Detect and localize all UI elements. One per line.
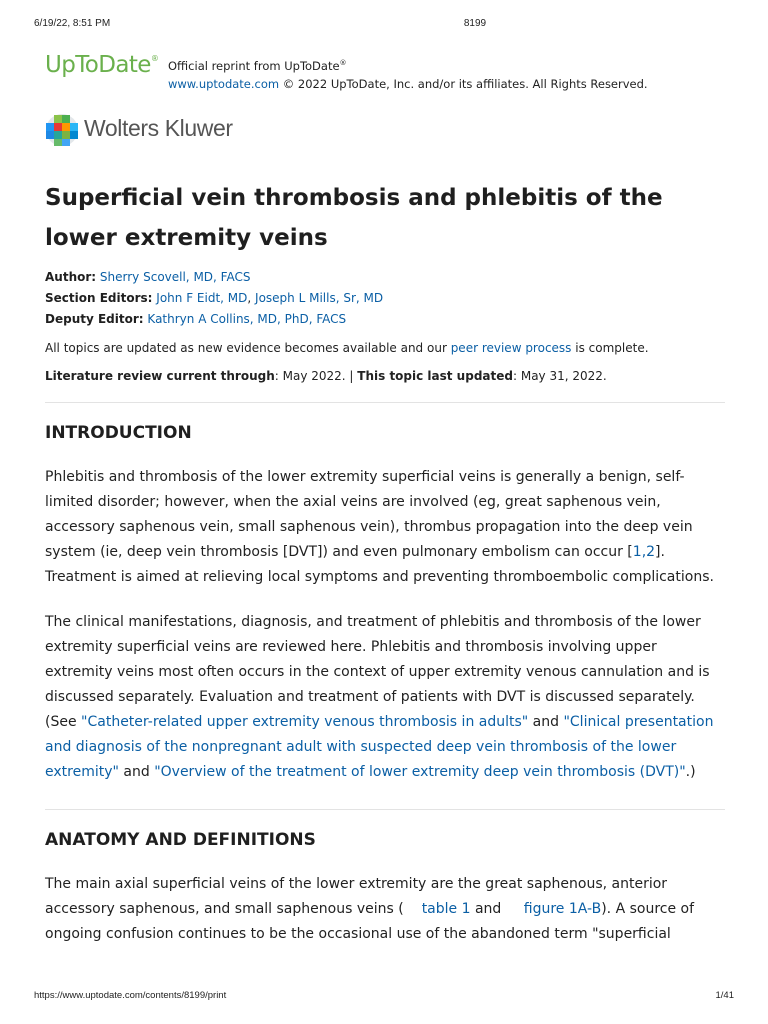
article-credits bbox=[45, 267, 725, 330]
intro-p1-end: ]. Treatment is aimed at relieving local symptoms and preventing thromboembolic complications. bbox=[45, 544, 714, 585]
uptodate-logo-text: UpToDate bbox=[45, 52, 151, 78]
wolters-kluwer-mark-icon bbox=[45, 113, 79, 147]
anatomy-paragraph-1 bbox=[45, 872, 725, 947]
section-divider bbox=[45, 809, 725, 810]
section-editor-link-2[interactable]: Joseph L Mills, Sr, MD bbox=[255, 291, 384, 305]
page-number: 1/41 bbox=[715, 990, 734, 1001]
anatomy-p1-end: ). A source of ongoing confusion continues to be the occasional use of the abandoned term "superficial bbox=[45, 901, 695, 942]
peer-review-link[interactable]: peer review process bbox=[450, 341, 572, 355]
introduction-heading: INTRODUCTION bbox=[45, 423, 192, 443]
reprint-reg-mark: ® bbox=[339, 59, 347, 67]
dvt-treatment-topic-link[interactable]: "Overview of the treatment of lower extremity deep vein thrombosis (DVT)" bbox=[154, 764, 686, 780]
section-editor-link-1[interactable]: John F Eidt, MD bbox=[156, 291, 248, 305]
author-label: Author bbox=[45, 270, 92, 284]
print-url: https://www.uptodate.com/contents/8199/print bbox=[34, 990, 227, 1001]
intro-p2-end: .) bbox=[685, 764, 696, 780]
reference-link[interactable]: 1,2 bbox=[632, 544, 656, 560]
publisher-name: Wolters Kluwer bbox=[84, 115, 233, 141]
section-editors-line: Section Editors: John F Eidt, MD, Joseph L Mills, Sr, MD bbox=[45, 291, 384, 305]
print-header bbox=[34, 18, 734, 32]
last-updated-value: : May 31, 2022. bbox=[512, 369, 607, 383]
section-divider bbox=[45, 402, 725, 403]
lit-review-label: Literature review current through bbox=[45, 369, 275, 383]
update-note bbox=[45, 338, 725, 358]
uptodate-logo bbox=[45, 52, 158, 78]
print-topic-id: 8199 bbox=[463, 18, 487, 29]
dvt-diagnosis-topic-link[interactable]: "Clinical presentation and diagnosis of the nonpregnant adult with suspected deep vein thrombosis of the lower extremity" bbox=[45, 714, 714, 780]
intro-p2-and-2: and bbox=[118, 764, 155, 780]
anatomy-p1-text: The main axial superficial veins of the lower extremity are the great saphenous, anterior accessory saphenous, and small saphenous veins ( bbox=[45, 876, 668, 917]
lit-review-value: : May 2022. | bbox=[274, 369, 358, 383]
uptodate-logo-mark: ® bbox=[150, 54, 159, 63]
intro-p2-and-1: and bbox=[528, 714, 564, 730]
intro-p1-text: Phlebitis and thrombosis of the lower extremity superficial veins is generally a benign, self-limited disorder; however, when the axial veins are involved (eg, great saphenous vein, accessory saphenous vein, small saphenous vein), thrombus propagation into the deep vein system (ie, deep vein thrombosis [DVT]) and even pulmonary embolism can occur [ bbox=[45, 469, 693, 560]
deputy-editor-link[interactable]: Kathryn A Collins, MD, PhD, FACS bbox=[147, 312, 347, 326]
update-note-text: All topics are updated as new evidence becomes available and our bbox=[45, 341, 451, 355]
deputy-editor-label: Deputy Editor bbox=[45, 312, 139, 326]
catheter-related-topic-link[interactable]: "Catheter-related upper extremity venous thrombosis in adults" bbox=[81, 714, 529, 730]
reprint-text: Official reprint from UpToDate bbox=[168, 58, 340, 73]
article-title: Superficial vein thrombosis and phlebitis of the lower extremity veins bbox=[45, 185, 663, 251]
article-content bbox=[45, 178, 725, 947]
author-line: Author: Sherry Scovell, MD, FACS bbox=[45, 270, 251, 284]
author-link[interactable]: Sherry Scovell, MD, FACS bbox=[99, 270, 251, 284]
deputy-editor-line: Deputy Editor: Kathryn A Collins, MD, PhD, FACS bbox=[45, 312, 347, 326]
copyright-text: © 2022 UpToDate, Inc. and/or its affiliates. All Rights Reserved. bbox=[279, 76, 648, 91]
brand-bar bbox=[45, 52, 725, 92]
introduction-paragraph-1 bbox=[45, 465, 725, 590]
last-updated-label: This topic last updated bbox=[357, 369, 513, 383]
update-note-end: is complete. bbox=[571, 341, 649, 355]
section-editors-label: Section Editors bbox=[45, 291, 148, 305]
reprint-notice bbox=[168, 54, 648, 93]
review-dates bbox=[45, 366, 725, 386]
print-date: 6/19/22, 8:51 PM bbox=[34, 18, 111, 29]
introduction-paragraph-2 bbox=[45, 610, 725, 785]
anatomy-and: and bbox=[470, 901, 506, 917]
print-footer bbox=[34, 990, 734, 1004]
intro-p2-text: The clinical manifestations, diagnosis, and treatment of phlebitis and thrombosis of the lower extremity superficial veins are reviewed here. Phlebitis and thrombosis involving upper extremity veins most often occurs in the context of upper extremity venous cannulation and is discussed separately. Evaluation and treatment of patients with DVT is discussed separately. (See bbox=[45, 614, 710, 730]
figure-1-link[interactable]: figure 1A-B bbox=[523, 901, 602, 917]
site-link[interactable]: www.uptodate.com bbox=[168, 76, 280, 91]
table-1-link[interactable]: table 1 bbox=[421, 901, 471, 917]
anatomy-heading: ANATOMY AND DEFINITIONS bbox=[45, 830, 316, 850]
